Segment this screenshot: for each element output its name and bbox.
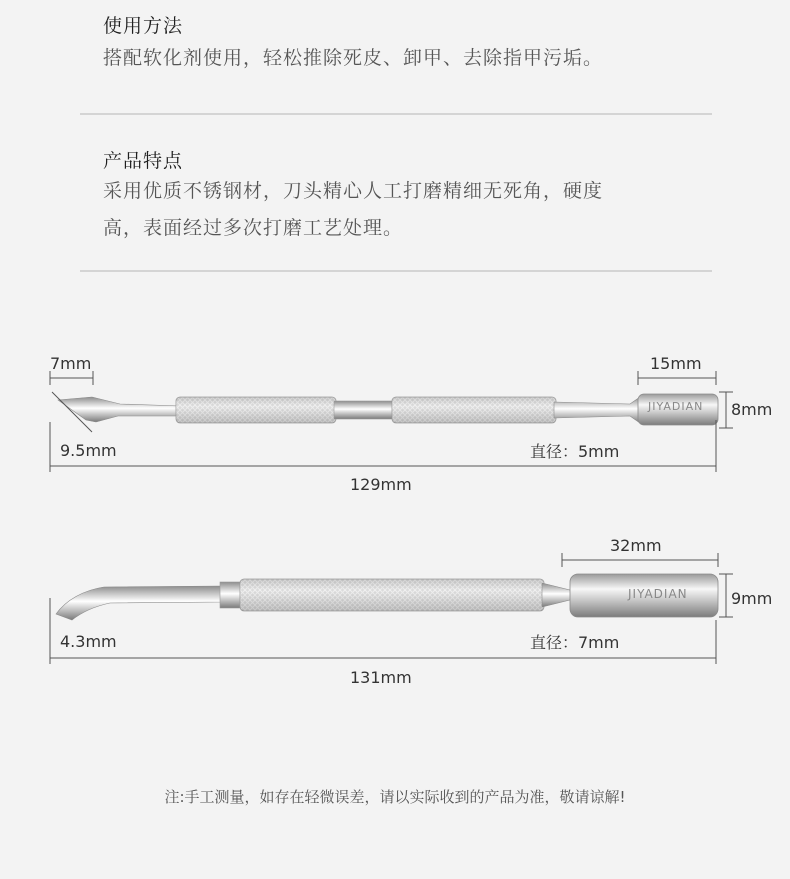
- tool1-total-length-label: 129mm: [350, 475, 412, 494]
- divider: [80, 270, 712, 272]
- tool2-head-width-label: 9mm: [731, 589, 773, 608]
- measurement-note: 注:手工测量，如存在轻微误差，请以实际收到的产品为准，敬请谅解!: [164, 788, 626, 806]
- tool1-tip-length-label: 9.5mm: [60, 441, 117, 460]
- tool1-engraving: JIYADIAN: [648, 400, 704, 413]
- tool1-head-length-label: 15mm: [650, 354, 702, 373]
- tool2-tip-length-label: 4.3mm: [60, 632, 117, 651]
- tool1-dimension-lines: [50, 371, 733, 472]
- tool1-tip-width-label: 7mm: [50, 354, 92, 373]
- features-title: 产品特点: [103, 150, 184, 172]
- tool1-head-width-label: 8mm: [731, 400, 773, 419]
- features-text-line1: 采用优质不锈钢材，刀头精心人工打磨精细无死角，硬度: [103, 180, 604, 202]
- tool1-illustration: [58, 394, 718, 425]
- divider: [80, 113, 712, 115]
- tool2-diameter-label: 直径：7mm: [530, 633, 620, 652]
- tools-diagram: [0, 330, 790, 690]
- usage-text: 搭配软化剂使用，轻松推除死皮、卸甲、去除指甲污垢。: [103, 47, 604, 69]
- tool1-diameter-label: 直径：5mm: [530, 442, 620, 461]
- usage-title: 使用方法: [103, 15, 184, 37]
- tool2-head-length-label: 32mm: [610, 536, 662, 555]
- tool2-illustration: [56, 574, 718, 620]
- features-text-line2: 高，表面经过多次打磨工艺处理。: [103, 217, 404, 239]
- tool2-engraving: JIYADIAN: [628, 587, 688, 601]
- tool2-total-length-label: 131mm: [350, 668, 412, 687]
